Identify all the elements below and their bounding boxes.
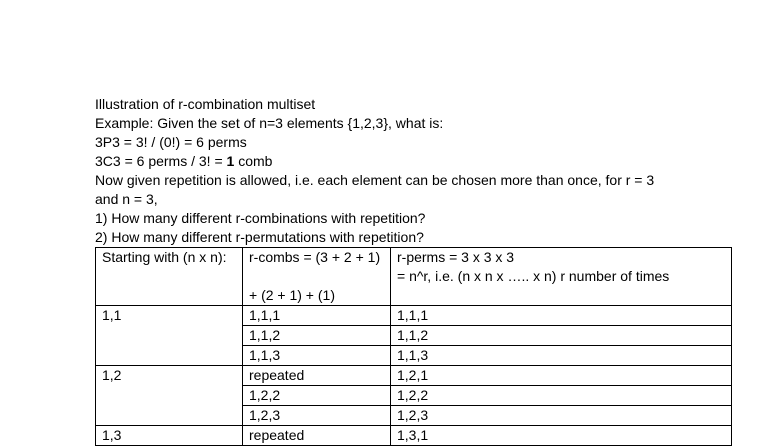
start-cell: 1,1 bbox=[96, 306, 243, 366]
comb-cell: repeated bbox=[243, 366, 391, 386]
comb-cell: 1,2,3 bbox=[243, 406, 391, 426]
start-cell: 1,3 bbox=[96, 426, 243, 446]
header-r-perms-line2: = n^r, i.e. (n x n x ….. x n) r number of times bbox=[397, 268, 670, 284]
header-r-combs-line1: r-combs = (3 + 2 + 1) bbox=[249, 249, 381, 265]
question-1: 1) How many different r-combinations with repetition? bbox=[95, 210, 426, 226]
comb-line-result: 1 bbox=[226, 153, 235, 169]
example-line: Example: Given the set of n=3 elements {1,2,3}, what is: bbox=[95, 115, 444, 131]
table-row bbox=[96, 306, 732, 326]
perm-cell: 1,3,1 bbox=[391, 426, 732, 446]
table-row bbox=[96, 366, 732, 386]
repetition-line-1: Now given repetition is allowed, i.e. each element can be chosen more than once, for r = 3 bbox=[95, 172, 655, 188]
comb-cell: 1,2,2 bbox=[243, 386, 391, 406]
table-row bbox=[96, 426, 732, 446]
header-starting-with-label: Starting with (n x n): bbox=[102, 249, 227, 265]
question-2: 2) How many different r-permutations with repetition? bbox=[95, 229, 424, 245]
header-r-combs bbox=[243, 248, 391, 306]
perm-cell: 1,1,2 bbox=[391, 326, 732, 346]
comb-cell: 1,1,1 bbox=[243, 306, 391, 326]
header-starting-with bbox=[96, 248, 243, 306]
document-body bbox=[95, 95, 735, 446]
comb-line bbox=[95, 152, 735, 171]
doc-title: Illustration of r-combination multiset bbox=[95, 96, 316, 112]
comb-cell: 1,1,2 bbox=[243, 326, 391, 346]
combinations-table bbox=[95, 247, 732, 446]
header-r-combs-line2: + (2 + 1) + (1) bbox=[249, 287, 335, 303]
header-spacer bbox=[249, 267, 384, 286]
perm-cell: 1,2,2 bbox=[391, 386, 732, 406]
header-r-perms bbox=[391, 248, 732, 306]
repetition-line-2: and n = 3, bbox=[95, 191, 158, 207]
table-header-row bbox=[96, 248, 732, 306]
perm-cell: 1,1,3 bbox=[391, 346, 732, 366]
comb-line-suffix: comb bbox=[234, 153, 273, 169]
start-cell: 1,2 bbox=[96, 366, 243, 426]
comb-cell: 1,1,3 bbox=[243, 346, 391, 366]
comb-line-prefix: 3C3 = 6 perms / 3! = bbox=[95, 153, 227, 169]
perm-cell: 1,2,3 bbox=[391, 406, 732, 426]
header-r-perms-line1: r-perms = 3 x 3 x 3 bbox=[397, 249, 515, 265]
perm-cell: 1,1,1 bbox=[391, 306, 732, 326]
perm-cell: 1,2,1 bbox=[391, 366, 732, 386]
comb-cell: repeated bbox=[243, 426, 391, 446]
perm-line: 3P3 = 3! / (0!) = 6 perms bbox=[95, 134, 247, 150]
